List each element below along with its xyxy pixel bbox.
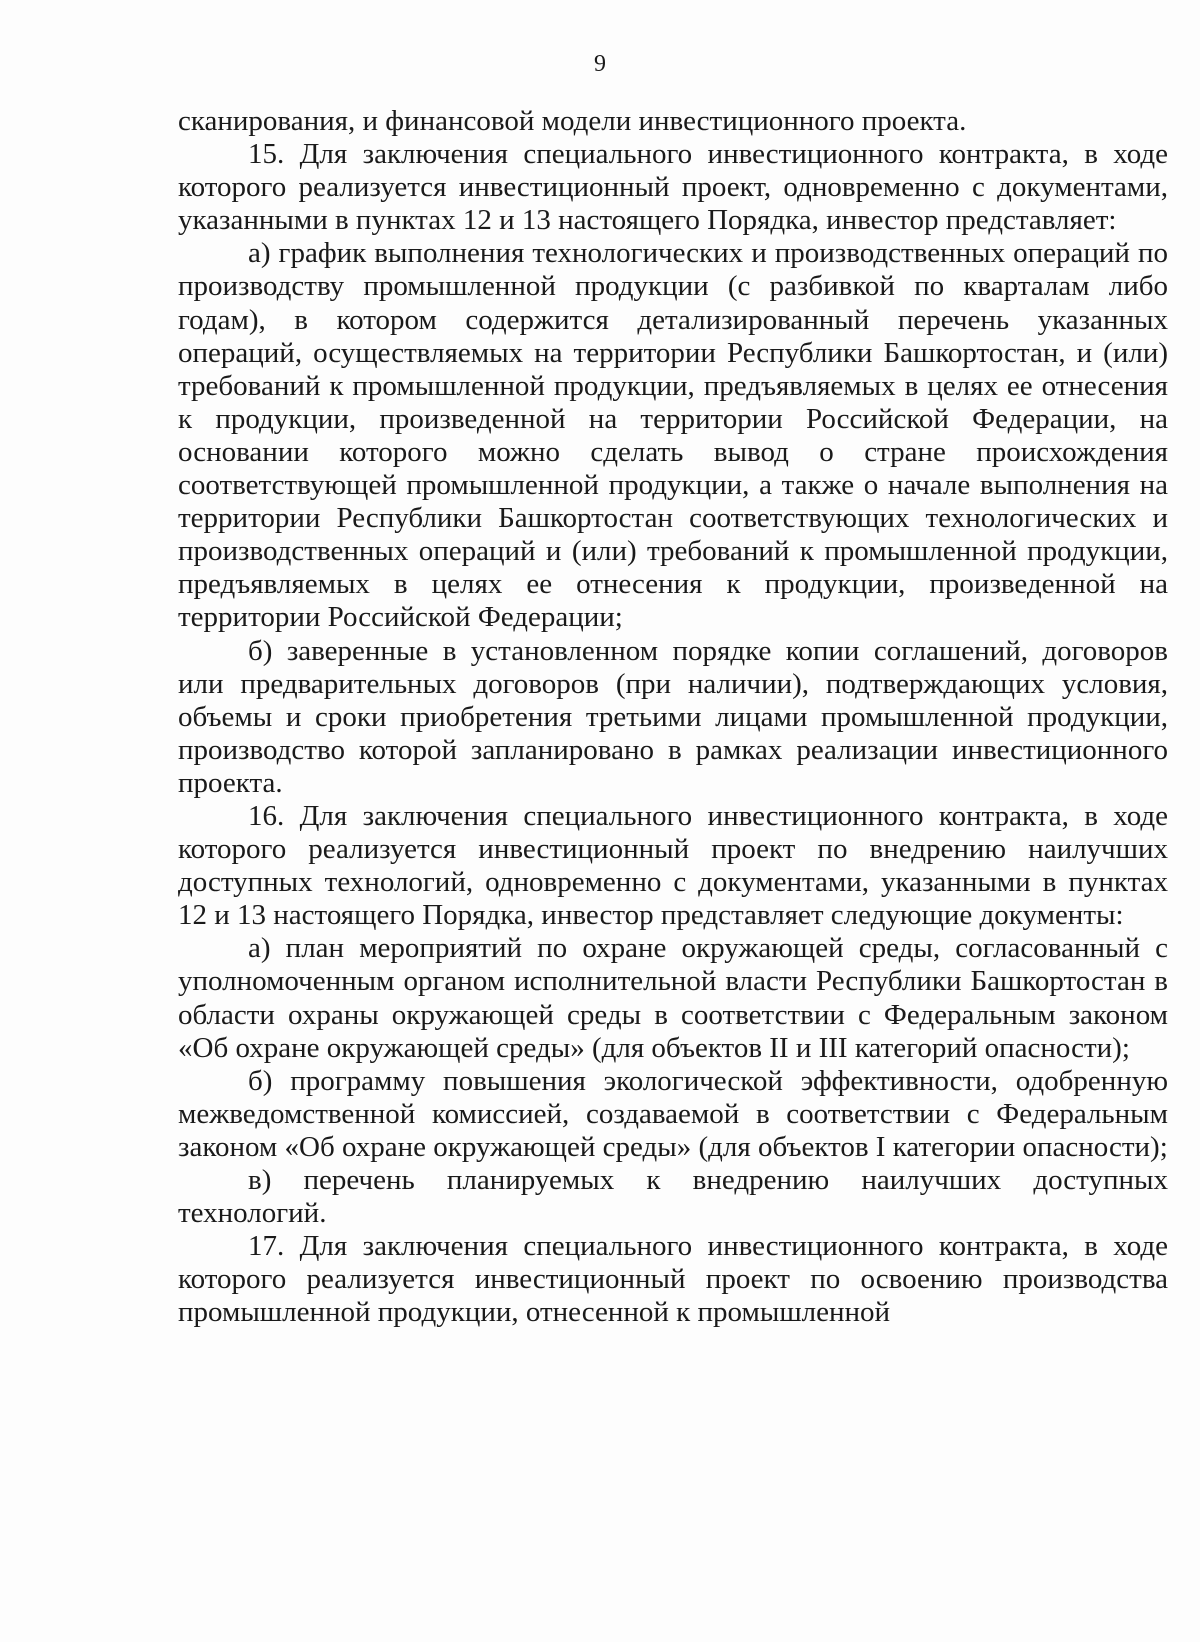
paragraph-item-15b: б) заверенные в установленном порядке копии соглашений, договоров или предварительных договоров (при наличии), подтверждающих условия, объемы и сроки приобретения третьими лицами промышленной продукции, производство которой запланировано в рамках реализации инвестиционного проекта. xyxy=(178,634,1168,799)
paragraph-item-16c: в) перечень планируемых к внедрению наилучших доступных технологий. xyxy=(178,1164,1168,1230)
paragraph-item-17: 17. Для заключения специального инвестиционного контракта, в ходе которого реализуется инвестиционный проект по освоению производства промышленной продукции, отнесенной к промышленной xyxy=(178,1230,1168,1329)
page-number: 9 xyxy=(594,51,606,77)
paragraph-item-16b: б) программу повышения экологической эффективности, одобренную межведомственной комиссией, создаваемой в соответствии с Федеральным законом «Об охране окружающей среды» (для объектов I категории опасности); xyxy=(178,1064,1168,1163)
document-body xyxy=(178,105,1168,1329)
paragraph-item-15: 15. Для заключения специального инвестиционного контракта, в ходе которого реализуется инвестиционный проект, одновременно с документами, указанными в пунктах 12 и 13 настоящего Порядка, инвестор представляет: xyxy=(178,138,1168,237)
paragraph-item-16: 16. Для заключения специального инвестиционного контракта, в ходе которого реализуется инвестиционный проект по внедрению наилучших доступных технологий, одновременно с документами, указанными в пунктах 12 и 13 настоящего Порядка, инвестор представляет следующие документы: xyxy=(178,799,1168,932)
paragraph-item-16a: а) план мероприятий по охране окружающей среды, согласованный с уполномоченным органом исполнительной власти Республики Башкортостан в области охраны окружающей среды в соответствии с Федеральным законом «Об охране окружающей среды» (для объектов II и III категорий опасности); xyxy=(178,932,1168,1064)
paragraph-item-15a: а) график выполнения технологических и производственных операций по производству промышленной продукции (с разбивкой по кварталам либо годам), в котором содержится детализированный перечень указанных операций, осуществляемых на территории Республики Башкортостан, и (или) требований к промышленной продукции, предъявляемых в целях ее отнесения к продукции, произведенной на территории Российской Федерации, на основании которого можно сделать вывод о стране происхождения соответствующей промышленной продукции, а также о начале выполнения на территории Республики Башкортостан соответствующих технологических и производственных операций и (или) требований к промышленной продукции, предъявляемых в целях ее отнесения к продукции, произведенной на территории Российской Федерации; xyxy=(178,237,1168,634)
paragraph-continuation: сканирования, и финансовой модели инвестиционного проекта. xyxy=(178,105,967,137)
